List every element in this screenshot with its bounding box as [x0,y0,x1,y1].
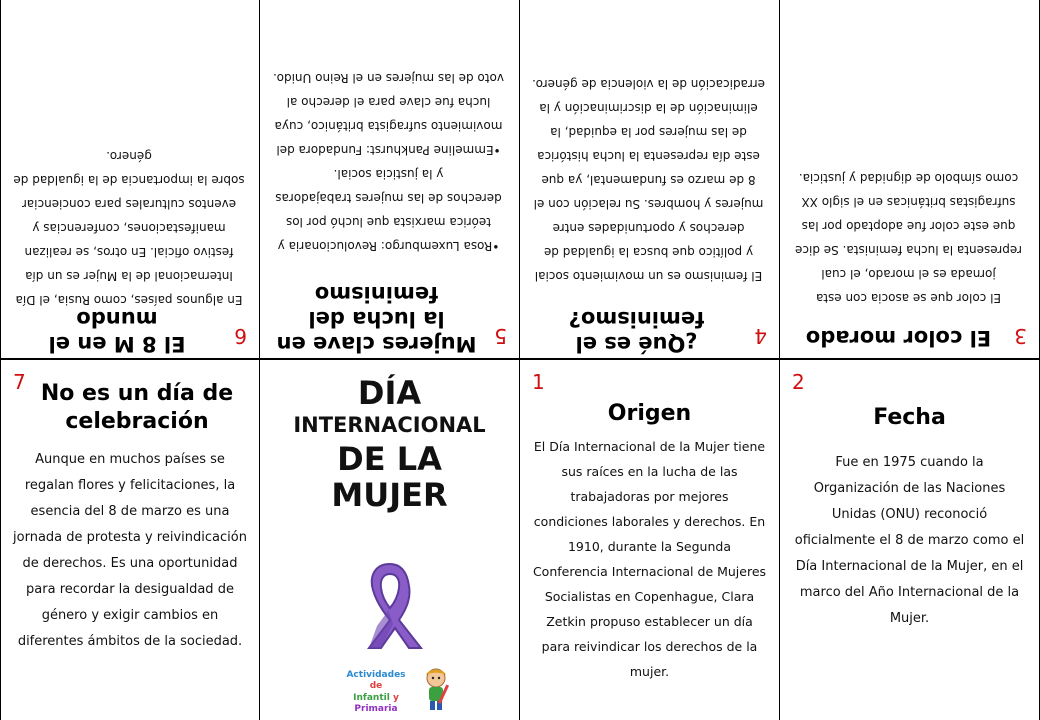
card-number: 3 [1014,324,1027,348]
bottom-row [0,360,1040,720]
card-number: 5 [494,324,507,348]
card-4 [520,0,780,360]
logo-text [336,670,416,715]
card-body: Fue en 1975 cuando la Organización de las Naciones Unidas (ONU) reconoció oficialmente el 8 de marzo como el Día Internacional de la Mujer, en el marco del Año Internacional de la Mujer. [794,454,1025,626]
card-6 [0,0,260,360]
card-title: El 8 M en el mundo [48,306,186,356]
purple-ribbon-icon [355,558,425,650]
card-title: Origen [607,401,692,426]
card-title: ¿Qué es el feminismo? [568,306,705,356]
cover-title-dia: DÍA [357,374,422,412]
logo-word-infantil: Infantil [353,692,390,703]
card-title: Fecha [873,405,946,430]
card-number: 7 [13,370,26,394]
card-body: El Día Internacional de la Mujer tiene sus raíces en la lucha de las trabajadoras por mejores condiciones laborales y derechos. En 1910, durante la Segunda Conferencia Internacional de Mujeres Socialistas en Copenhague, Clara Zetkin propuso establecer un día para reivindicar los derechos de la mujer. [532,438,767,679]
card-title: El color morado [805,326,992,350]
card-1 [520,360,780,720]
card-number: 4 [754,324,767,348]
logo-line-1: Actividades [346,670,406,680]
card-number: 6 [234,324,247,348]
card-body [272,66,505,258]
cover-card [260,360,520,720]
card-number: 1 [532,370,545,394]
card-title: Mujeres clave en la lucha del feminismo [276,281,477,356]
brand-logo [336,660,456,715]
card-7 [0,360,260,720]
cover-title-internacional: INTERNACIONAL [293,413,486,438]
card-body: Aunque en muchos países se regalan flores y felicitaciones, la esencia del 8 de marzo es una jornada de protesta y reivindicación de derechos. Es una oportunidad para recordar la desigualdad de género y exigir cambios en diferentes ámbitos de la sociedad. [13,452,247,649]
card-5 [260,0,520,360]
logo-word-primaria: Primaria [354,703,398,714]
card-body: En algunos países, como Rusia, el Día Internacional de la Mujer es un día festivo oficial. En otros, se realizan manifestaciones, conferencias y eventos culturales para concienciar sobre la importancia de la igualdad de género. [13,149,245,307]
logo-line-2: de [369,681,383,692]
cover-title-de-la: DE LA [337,439,442,478]
cover-title-mujer: MUJER [331,476,448,515]
card-number: 2 [792,370,805,394]
card-2 [780,360,1040,720]
bullet-rosa-luxemburgo: •Rosa Luxemburgo: Revolucionaria y teórica marxista que luchó por los derechos de las mujeres trabajadoras y la justicia social. [275,167,502,253]
card-3 [780,0,1040,360]
card-title: No es un día de celebración [40,381,234,434]
card-body: El color que se asocia con esta jornada es el morado, el cual representa la lucha feminista. Se dice que este color fue adoptado por las sufragistas británicas en el siglo XX como símbolo de dignidad y justicia. [795,171,1022,305]
card-body: El feminismo es un movimiento social y político que busca la igualdad de derechos y oportunidades entre mujeres y hombres. Su relación con el 8 de marzo es fundamental, ya que este día representa la lucha histórica de las mujeres por la equidad, la eliminación de la discriminación y la erradicación de la violencia de género. [532,77,765,283]
kid-mascot-icon [416,666,456,712]
bullet-emmeline-pankhurst: •Emmeline Pankhurst: Fundadora del movimiento sufragista británico, cuya lucha fue clave para el derecho al voto de las mujeres en el Reino Unido. [273,71,504,157]
logo-word-y: y [392,692,399,703]
